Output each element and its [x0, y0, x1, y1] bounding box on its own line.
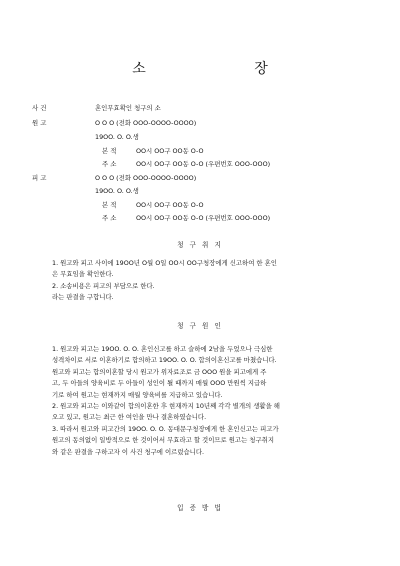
claim-cause-line: 와 같은 판결을 구하고자 이 사건 청구에 이르렀습니다.	[52, 447, 205, 456]
plaintiff-address-label: 주 소	[102, 160, 117, 168]
claim-purpose-heading: 청 구 취 지	[177, 241, 223, 249]
claim-cause-line: 고, 두 아들의 양육비로 두 아들이 성인이 될 때까지 매월 OOO 만원씩 지급하	[52, 379, 267, 388]
document-title: 소 장	[132, 61, 320, 77]
defendant-label: 피 고	[32, 174, 47, 182]
claim-cause-line: 성격차이로 서로 이혼하기로 합의하고 19OO. O. O. 합의이혼신고를 마쳤습니다.	[52, 356, 277, 365]
defendant-domicile: OO시 OO구 OO동 O-O	[136, 201, 204, 209]
plaintiff-domicile: OO시 OO구 OO동 O-O	[136, 147, 204, 155]
defendant-birth: 19OO. O. O.생	[95, 187, 139, 195]
claim-purpose-line: 라는 판결을 구합니다.	[52, 293, 114, 302]
claim-cause-line: 원고의 동의없이 일방적으로 한 것이어서 무효라고 할 것이므로 원고는 청구취지	[52, 436, 275, 445]
defendant-domicile-label: 본 적	[102, 201, 117, 209]
claim-cause-line: 오고 있고, 원고는 최근 한 여인을 만나 결혼하였습니다.	[52, 413, 207, 422]
defendant-address: OO시 OO구 OO동 O-O (우편번호 OOO-OOO)	[136, 214, 271, 222]
claim-purpose-line: 1. 원고와 피고 사이에 19OO년 O월 O일 OO시 OO구청장에게 신고하여 한 혼인	[52, 259, 277, 267]
claim-cause-line: 2. 원고와 피고는 이와같이 합의이혼한 후 현재까지 10년째 각각 별개의 생활을 해	[52, 402, 280, 411]
plaintiff-name: O O O (전화 OOO-OOOO-OOOO)	[95, 119, 197, 127]
evidence-heading: 입 증 방 법	[177, 504, 223, 512]
claim-cause-line: 기로 하여 원고는 현재까지 매월 양육비를 지급하고 있습니다.	[52, 390, 223, 399]
claim-purpose-line: 2. 소송비용은 피고의 부담으로 한다.	[52, 281, 155, 290]
defendant-address-label: 주 소	[102, 214, 117, 222]
claim-cause-body	[52, 344, 352, 458]
case-name: 혼인무효확인 청구의 소	[95, 104, 161, 112]
claim-purpose-line: 은 무효임을 확인한다.	[52, 270, 114, 279]
claim-purpose-body	[52, 258, 352, 304]
defendant-name: O O O (전화 OOO-OOOO-OOOO)	[95, 174, 197, 182]
claim-cause-line: 1. 원고와 피고는 19OO. O. O. 혼인신고를 하고 슬하에 2남을 두었으나 극심한	[52, 345, 273, 353]
claim-cause-line: 원고와 피고는 합의이혼할 당시 원고가 위자료조로 금 OOO 원을 피고에게 주	[52, 367, 267, 376]
plaintiff-domicile-label: 본 적	[102, 147, 117, 155]
case-label: 사 건	[32, 104, 47, 112]
plaintiff-birth: 19OO. O. O.생	[95, 133, 139, 141]
claim-cause-line: 3. 따라서 원고와 피고간의 19OO. O. O. 동대문구청장에게 한 혼인신고는 피고가	[52, 424, 279, 433]
plaintiff-label: 원 고	[32, 119, 47, 127]
plaintiff-address: OO시 OO구 OO동 O-O (우편번호 OOO-OOO)	[136, 160, 271, 168]
claim-cause-heading: 청 구 원 인	[177, 322, 223, 330]
